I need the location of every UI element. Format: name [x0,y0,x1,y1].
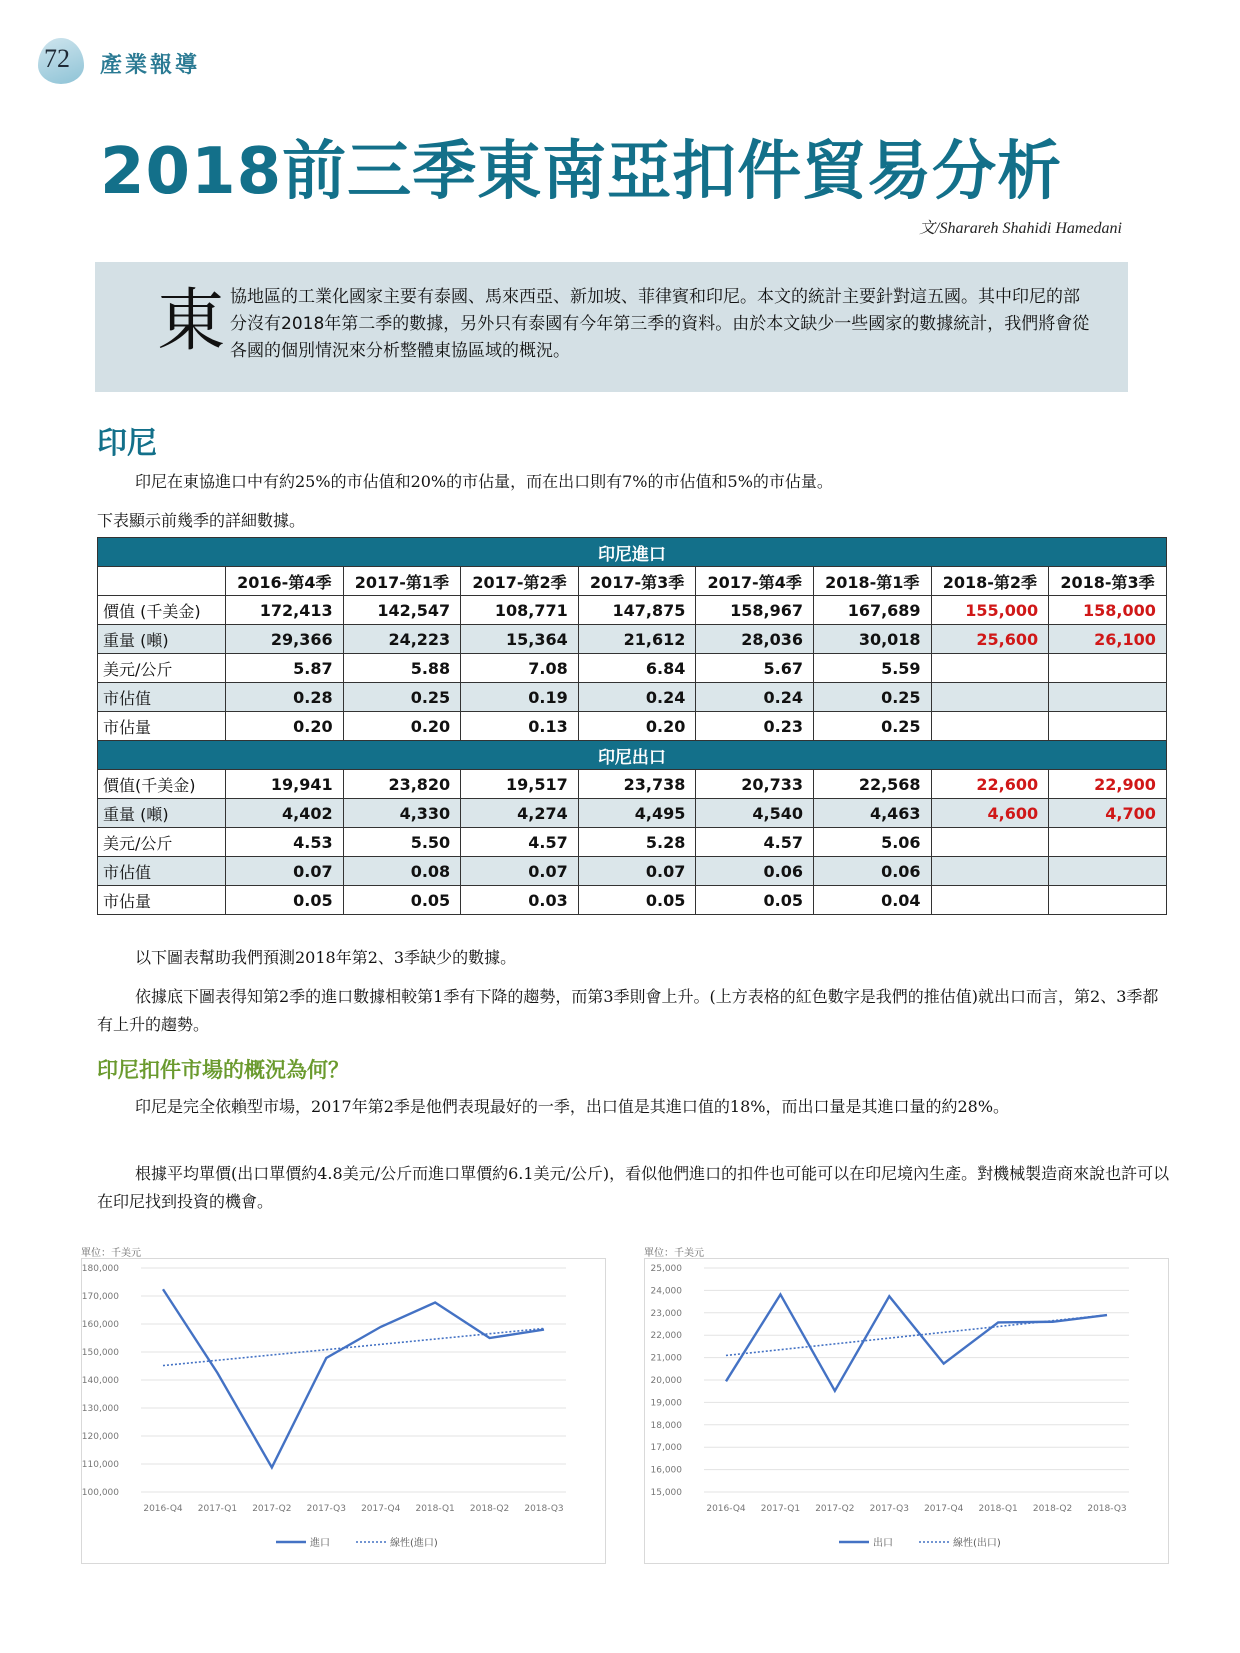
column-header: 2017-第1季 [343,567,461,596]
table-cell: 142,547 [343,596,461,625]
table-cell: 0.13 [461,712,579,741]
table-cell: 0.19 [461,683,579,712]
page-number: 72 [44,44,70,73]
table-cell [931,857,1049,886]
section-tag: 產業報導 [100,53,201,78]
table-cell: 0.07 [226,857,344,886]
row-label: 美元/公斤 [98,828,226,857]
page-number-badge [38,38,92,84]
x-tick-label: 2017-Q4 [924,1504,964,1514]
y-tick-label: 100,000 [81,1488,119,1498]
x-tick-label: 2017-Q3 [869,1504,909,1514]
chart-unit-label: 單位：千美元 [644,1248,704,1259]
x-tick-label: 2016-Q4 [706,1504,746,1514]
table-band-row [98,538,1167,567]
table-cell: 5.06 [813,828,931,857]
table-cell: 25,600 [931,625,1049,654]
table-cell: 22,600 [931,770,1049,799]
table-row [98,654,1167,683]
table-row [98,596,1167,625]
series-line-actual [163,1289,544,1467]
table-cell: 5.50 [343,828,461,857]
table-cell: 0.20 [226,712,344,741]
paragraph: 依據底下圖表得知第2季的進口數據相較第1季有下降的趨勢，而第3季則會上升。(上方表格的紅色數字是我們的推估值)就出口而言，第2、3季都有上升的趨勢。 [97,987,1159,1034]
table-cell: 5.88 [343,654,461,683]
table-cell [1049,857,1167,886]
section-heading: 印尼 [97,426,157,461]
column-header: 2017-第4季 [696,567,814,596]
table-cell: 0.25 [343,683,461,712]
x-tick-label: 2018-Q2 [1032,1504,1073,1514]
table-cell: 167,689 [813,596,931,625]
table-cell: 0.23 [696,712,814,741]
table-cell: 21,612 [578,625,696,654]
y-tick-label: 21,000 [650,1353,682,1364]
table-cell: 172,413 [226,596,344,625]
table-cell [1049,886,1167,915]
row-label: 重量 (噸) [98,625,226,654]
paragraph: 以下圖表幫助我們預測2018年第2、3季缺少的數據。 [135,948,517,967]
table-row [98,857,1167,886]
x-tick-label: 2017-Q2 [252,1504,292,1514]
export-chart [644,1244,1170,1564]
x-tick-label: 2018-Q3 [1087,1504,1127,1514]
chart-unit-label: 單位：千美元 [81,1248,141,1259]
row-label: 市佔量 [98,712,226,741]
y-tick-label: 110,000 [81,1460,119,1470]
paragraph: 印尼是完全依賴型市場，2017年第2季是他們表現最好的一季，出口值是其進口值的18%，而出口量是其進口量的約28%。 [135,1097,1010,1116]
table-cell: 4,540 [696,799,814,828]
y-tick-label: 130,000 [81,1404,119,1414]
paragraph: 印尼在東協進口中有約25%的市佔值和20%的市佔量，而在出口則有7%的市佔值和5%的市佔量。 [135,472,833,491]
table-cell: 0.04 [813,886,931,915]
row-label: 美元/公斤 [98,654,226,683]
x-tick-label: 2017-Q1 [197,1504,238,1514]
table-row [98,625,1167,654]
table-cell: 155,000 [931,596,1049,625]
table-cell: 4,463 [813,799,931,828]
table-cell: 0.07 [461,857,579,886]
table-cell [931,683,1049,712]
table-cell: 26,100 [1049,625,1167,654]
table-cell: 147,875 [578,596,696,625]
legend-label: 進口 [310,1538,330,1549]
table-cell [1049,654,1167,683]
table-cell [931,712,1049,741]
y-tick-label: 20,000 [650,1376,682,1386]
table-cell: 15,364 [461,625,579,654]
x-tick-label: 2017-Q2 [815,1504,855,1514]
table-band-title: 印尼進口 [98,538,1167,567]
table-cell: 0.20 [578,712,696,741]
table-row [98,712,1167,741]
table-header-row [98,567,1167,596]
y-tick-label: 17,000 [650,1443,682,1454]
x-tick-label: 2016-Q4 [143,1504,183,1514]
row-label: 重量 (噸) [98,799,226,828]
y-tick-label: 19,000 [650,1398,682,1409]
table-cell: 4.57 [461,828,579,857]
table-cell: 5.87 [226,654,344,683]
column-header: 2018-第3季 [1049,567,1167,596]
table-cell: 20,733 [696,770,814,799]
table-cell [931,828,1049,857]
row-label: 市佔值 [98,683,226,712]
table-cell: 24,223 [343,625,461,654]
table-cell: 4,700 [1049,799,1167,828]
y-tick-label: 150,000 [81,1348,119,1358]
table-cell: 0.06 [813,857,931,886]
intro-text: 協地區的工業化國家主要有泰國、馬來西亞、新加坡、菲律賓和印尼。本文的統計主要針對這五國。其中印尼的部分沒有2018年第二季的數據，另外只有泰國有今年第三季的資料。由於本文缺少一些國家的數據統計，我們將會從各國的個別情況來分析整體東協區域的概況。 [230,287,1090,361]
table-cell: 158,000 [1049,596,1167,625]
column-header: 2017-第3季 [578,567,696,596]
y-tick-label: 15,000 [650,1488,682,1498]
table-row [98,828,1167,857]
table-cell: 0.03 [461,886,579,915]
table-cell [931,886,1049,915]
table-cell: 0.20 [343,712,461,741]
table-cell: 4,495 [578,799,696,828]
table-cell: 30,018 [813,625,931,654]
legend-label: 線性(進口) [390,1538,438,1549]
row-label: 市佔量 [98,886,226,915]
column-header: 2018-第1季 [813,567,931,596]
y-tick-label: 120,000 [81,1432,119,1442]
table-cell: 4,600 [931,799,1049,828]
y-tick-label: 24,000 [650,1286,682,1297]
table-band-row [98,741,1167,770]
table-cell: 0.05 [343,886,461,915]
x-tick-label: 2018-Q3 [524,1504,564,1514]
table-cell: 0.24 [578,683,696,712]
drop-cap: 東 [157,282,226,361]
byline: 文/Sharareh Shahidi Hamedani [919,220,1122,237]
table-cell: 7.08 [461,654,579,683]
paragraph: 下表顯示前幾季的詳細數據。 [97,511,306,530]
x-tick-label: 2017-Q3 [306,1504,346,1514]
table-cell: 0.28 [226,683,344,712]
y-tick-label: 160,000 [81,1320,119,1330]
table-cell: 0.24 [696,683,814,712]
y-tick-label: 170,000 [81,1292,119,1302]
table-corner-cell [98,567,226,596]
row-label: 價值(千美金) [98,770,226,799]
table-band-title: 印尼出口 [98,741,1167,770]
table-cell: 4.53 [226,828,344,857]
table-cell: 4.57 [696,828,814,857]
table-cell: 5.59 [813,654,931,683]
subsection-heading: 印尼扣件市場的概況為何？ [97,1057,349,1082]
y-tick-label: 18,000 [650,1420,682,1431]
table-cell [931,654,1049,683]
table-cell: 108,771 [461,596,579,625]
intro-box [95,262,1128,392]
column-header: 2016-第4季 [226,567,344,596]
series-line-trend [163,1328,544,1365]
row-label: 價值 (千美金) [98,596,226,625]
x-tick-label: 2018-Q2 [469,1504,510,1514]
table-cell: 29,366 [226,625,344,654]
legend-label: 線性(出口) [953,1538,1001,1549]
table-cell [1049,828,1167,857]
table-cell: 0.05 [226,886,344,915]
table-cell: 0.07 [578,857,696,886]
import-chart-svg [81,1258,607,1564]
y-tick-label: 23,000 [650,1308,682,1319]
table-row [98,683,1167,712]
export-chart-svg [644,1258,1170,1564]
table-row [98,770,1167,799]
page-title: 2018前三季東南亞扣件貿易分析 [100,135,1063,209]
x-tick-label: 2017-Q1 [760,1504,801,1514]
y-tick-label: 25,000 [650,1264,682,1274]
table-cell: 0.08 [343,857,461,886]
table-cell: 158,967 [696,596,814,625]
table-cell: 5.67 [696,654,814,683]
data-table [97,537,1167,915]
row-label: 市佔值 [98,857,226,886]
column-header: 2018-第2季 [931,567,1049,596]
paragraph: 根據平均單價(出口單價約4.8美元/公斤而進口單價約6.1美元/公斤)，看似他們進口的扣件也可能可以在印尼境內生產。對機械製造商來說也許可以在印尼找到投資的機會。 [97,1164,1170,1211]
table-row [98,799,1167,828]
table-cell: 19,941 [226,770,344,799]
import-chart [81,1244,607,1564]
table-cell: 0.25 [813,712,931,741]
table-cell: 4,402 [226,799,344,828]
series-line-actual [726,1294,1107,1390]
table-cell [1049,712,1167,741]
table-cell: 0.25 [813,683,931,712]
x-tick-label: 2018-Q1 [415,1504,455,1514]
table-cell: 4,330 [343,799,461,828]
y-tick-label: 16,000 [650,1465,682,1476]
table-cell: 5.28 [578,828,696,857]
table-cell: 6.84 [578,654,696,683]
table-cell: 0.06 [696,857,814,886]
table-cell: 0.05 [578,886,696,915]
table-cell: 28,036 [696,625,814,654]
column-header: 2017-第2季 [461,567,579,596]
table-cell: 22,568 [813,770,931,799]
table-row [98,886,1167,915]
table-cell: 4,274 [461,799,579,828]
table-cell: 22,900 [1049,770,1167,799]
x-tick-label: 2017-Q4 [361,1504,401,1514]
table-cell: 23,738 [578,770,696,799]
y-tick-label: 180,000 [81,1264,119,1274]
x-tick-label: 2018-Q1 [978,1504,1018,1514]
table-cell [1049,683,1167,712]
y-tick-label: 22,000 [650,1331,682,1342]
y-tick-label: 140,000 [81,1376,119,1386]
table-cell: 23,820 [343,770,461,799]
legend-label: 出口 [873,1538,893,1549]
table-cell: 19,517 [461,770,579,799]
table-cell: 0.05 [696,886,814,915]
